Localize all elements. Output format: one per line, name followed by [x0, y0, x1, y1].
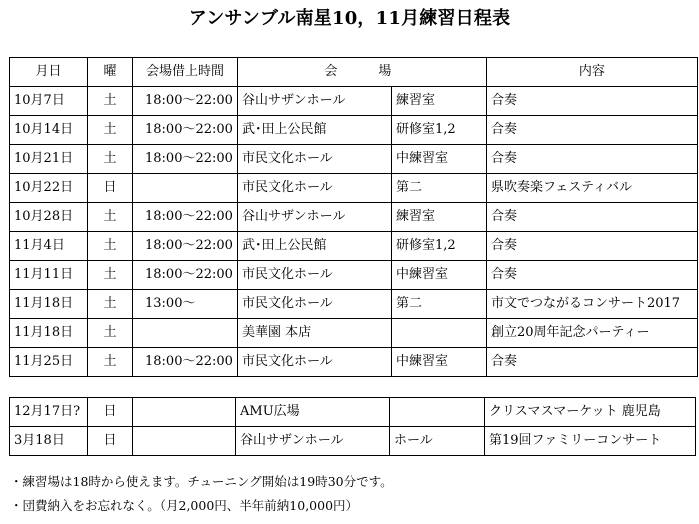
cell-room: 中練習室 [391, 348, 486, 377]
table-row [10, 398, 696, 427]
cell-venue: 美華園 本店 [237, 319, 391, 348]
cell-time [133, 427, 236, 456]
cell-room: 第二 [391, 290, 486, 319]
cell-venue: 武･田上公民館 [237, 116, 391, 145]
cell-youbi: 土 [88, 203, 133, 232]
cell-time: 13:00～ [133, 290, 238, 319]
note-fees: ・団費納入をお忘れなく。（月2,000円、半年前納10,000円） [10, 498, 359, 513]
cell-content: 合奏 [486, 145, 697, 174]
header-content: 内容 [486, 58, 697, 87]
cell-time: 18:00～22:00 [133, 87, 238, 116]
cell-room: 練習室 [391, 87, 486, 116]
cell-time: 18:00～22:00 [133, 348, 238, 377]
cell-room: 第二 [391, 174, 486, 203]
cell-room [391, 319, 486, 348]
cell-room: ホール [390, 427, 485, 456]
cell-youbi: 日 [88, 174, 133, 203]
cell-date: 11月25日 [10, 348, 88, 377]
note-practice-time: ・練習場は18時から使えます。チューニング開始は19時30分です。 [10, 474, 393, 489]
future-events-table [9, 397, 696, 456]
cell-venue: 武･田上公民館 [237, 232, 391, 261]
cell-content: クリスマスマーケット 鹿児島 [485, 398, 696, 427]
cell-venue: 市民文化ホール [237, 348, 391, 377]
cell-venue: 谷山サザンホール [237, 203, 391, 232]
cell-date: 12月17日? [10, 398, 88, 427]
table-row [10, 145, 698, 174]
cell-date: 10月22日 [10, 174, 88, 203]
table-row [10, 348, 698, 377]
table-row [10, 290, 698, 319]
cell-venue: 市民文化ホール [237, 290, 391, 319]
table-row [10, 203, 698, 232]
table-row [10, 261, 698, 290]
cell-venue: 市民文化ホール [237, 261, 391, 290]
cell-time: 18:00～22:00 [133, 232, 238, 261]
table-row [10, 116, 698, 145]
cell-date: 3月18日 [10, 427, 88, 456]
cell-youbi: 土 [88, 319, 133, 348]
cell-youbi: 土 [88, 145, 133, 174]
notes [10, 470, 393, 518]
cell-content: 合奏 [486, 348, 697, 377]
cell-room [390, 398, 485, 427]
cell-time [133, 174, 238, 203]
cell-date: 10月28日 [10, 203, 88, 232]
cell-time [133, 398, 236, 427]
cell-date: 11月18日 [10, 290, 88, 319]
cell-content: 創立20周年記念パーティー [486, 319, 697, 348]
cell-venue: 市民文化ホール [237, 174, 391, 203]
table-header-row [10, 58, 698, 87]
cell-youbi: 土 [88, 290, 133, 319]
cell-room: 研修室1,2 [391, 232, 486, 261]
table-row [10, 174, 698, 203]
table-row [10, 427, 696, 456]
header-date: 月日 [10, 58, 88, 87]
cell-content: 合奏 [486, 87, 697, 116]
table-row [10, 319, 698, 348]
cell-date: 10月21日 [10, 145, 88, 174]
cell-youbi: 日 [88, 427, 133, 456]
cell-youbi: 土 [88, 348, 133, 377]
header-youbi: 曜 [88, 58, 133, 87]
cell-time: 18:00～22:00 [133, 116, 238, 145]
cell-time: 18:00～22:00 [133, 145, 238, 174]
cell-content: 合奏 [486, 232, 697, 261]
cell-date: 11月11日 [10, 261, 88, 290]
cell-time: 18:00～22:00 [133, 261, 238, 290]
cell-time [133, 319, 238, 348]
cell-date: 10月14日 [10, 116, 88, 145]
cell-date: 11月4日 [10, 232, 88, 261]
cell-content: 合奏 [486, 203, 697, 232]
cell-youbi: 土 [88, 261, 133, 290]
cell-room: 中練習室 [391, 145, 486, 174]
cell-youbi: 土 [88, 116, 133, 145]
schedule-table [9, 57, 698, 377]
header-venue: 会 場 [237, 58, 486, 87]
table-row [10, 87, 698, 116]
cell-venue: 谷山サザンホール [236, 427, 390, 456]
cell-venue: 市民文化ホール [237, 145, 391, 174]
cell-venue: AMU広場 [236, 398, 390, 427]
cell-youbi: 日 [88, 398, 133, 427]
header-time: 会場借上時間 [133, 58, 238, 87]
cell-content: 市文でつながるコンサート2017 [486, 290, 697, 319]
cell-youbi: 土 [88, 87, 133, 116]
cell-room: 練習室 [391, 203, 486, 232]
cell-content: 第19回ファミリーコンサート [485, 427, 696, 456]
cell-room: 中練習室 [391, 261, 486, 290]
cell-venue: 谷山サザンホール [237, 87, 391, 116]
cell-content: 合奏 [486, 116, 697, 145]
page-title: アンサンブル南星10，11月練習日程表 [188, 8, 511, 29]
cell-date: 10月7日 [10, 87, 88, 116]
cell-room: 研修室1,2 [391, 116, 486, 145]
cell-youbi: 土 [88, 232, 133, 261]
table-row [10, 232, 698, 261]
cell-date: 11月18日 [10, 319, 88, 348]
cell-content: 合奏 [486, 261, 697, 290]
cell-time: 18:00～22:00 [133, 203, 238, 232]
cell-content: 県吹奏楽フェスティバル [486, 174, 697, 203]
